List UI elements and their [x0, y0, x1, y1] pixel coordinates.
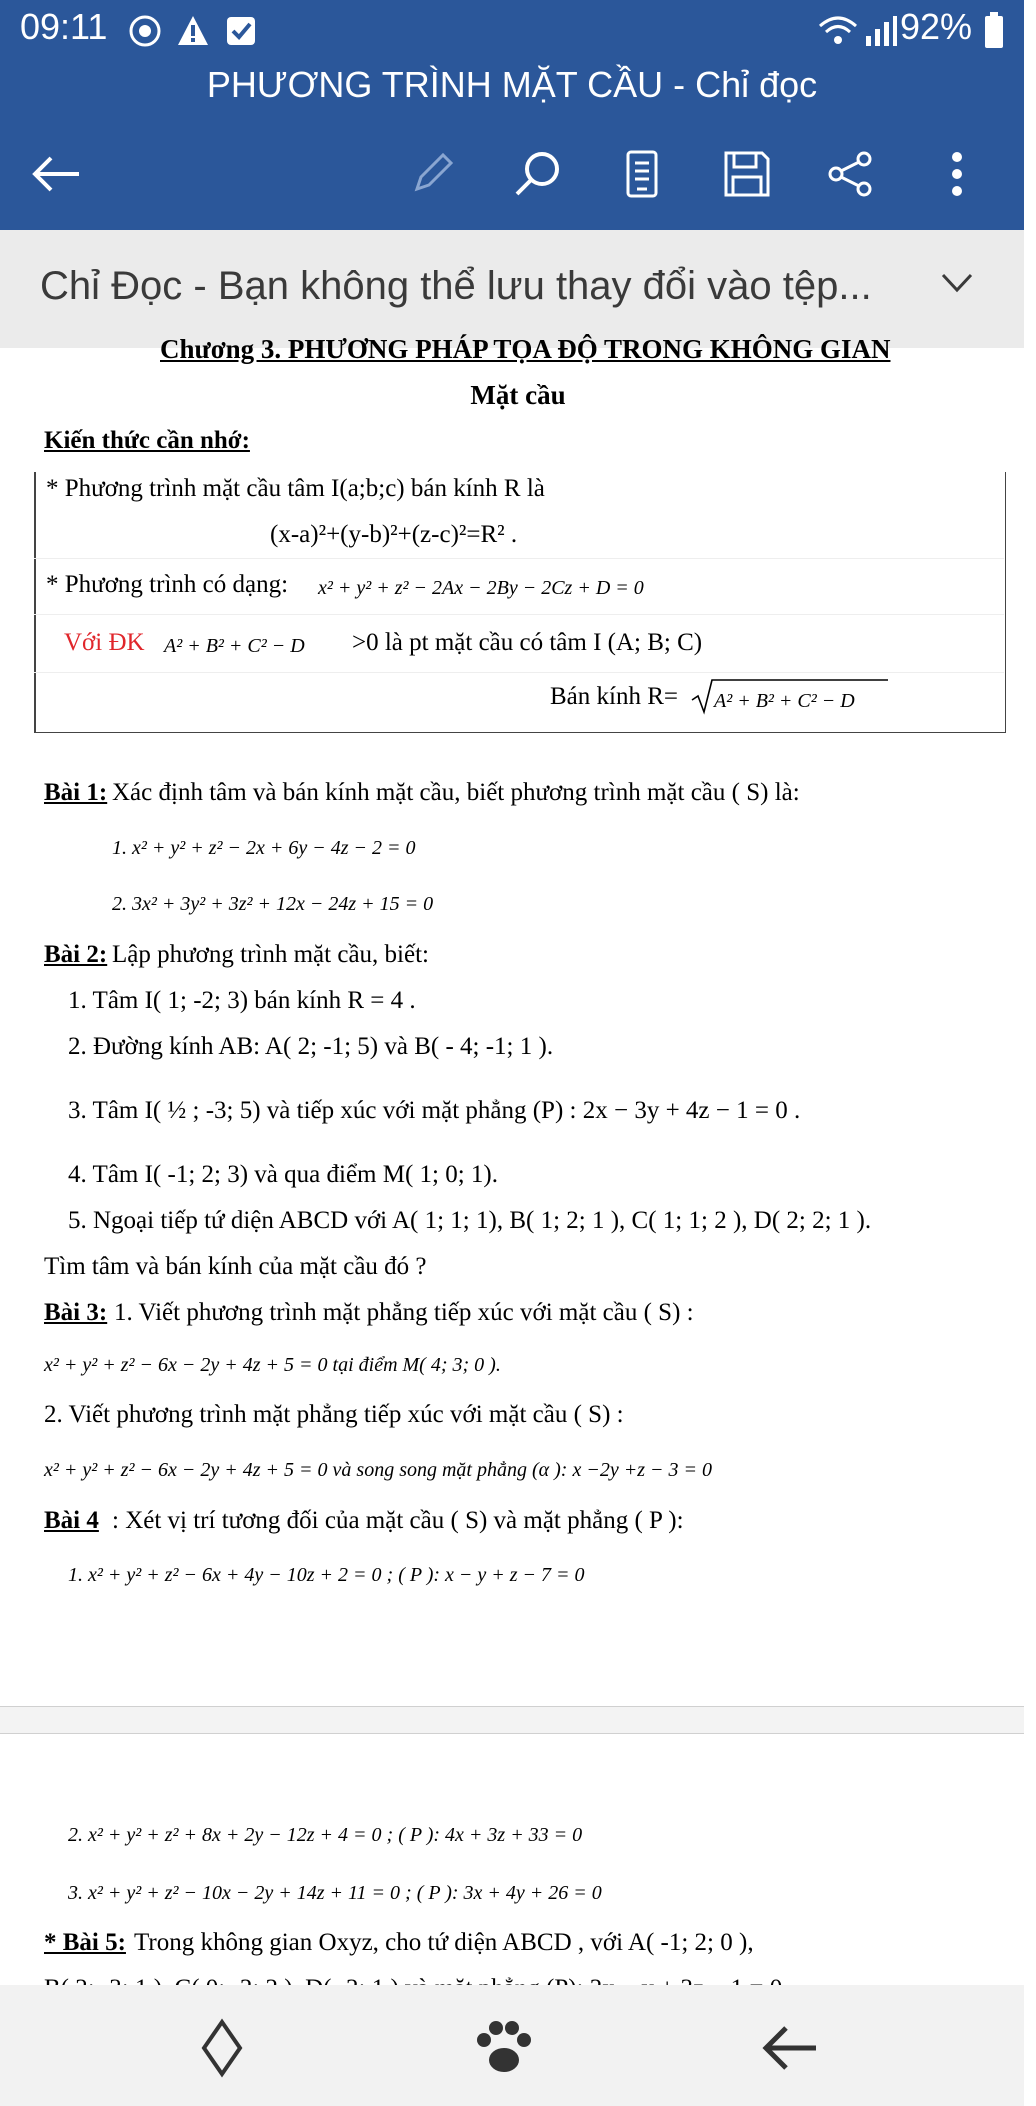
knowledge-equation-1: (x-a)²+(y-b)²+(z-c)²=R² . — [270, 521, 518, 548]
nav-back-icon[interactable] — [760, 2018, 820, 2078]
battery-icon — [984, 12, 1004, 48]
status-bar — [0, 0, 1024, 62]
exercise-4-item: 1. x² + y² + z² − 6x + 4y − 10z + 2 = 0 ; ( P ): x − y + z − 7 = 0 — [68, 1564, 585, 1586]
exercise-5-text: Trong không gian Oxyz, cho tứ diện ABCD , với A( -1; 2; 0 ), — [134, 1929, 754, 1956]
row-divider — [34, 672, 1004, 673]
exercise-1-item: 1. x² + y² + z² − 2x + 6y − 4z − 2 = 0 — [112, 837, 416, 859]
sync-icon — [128, 14, 162, 48]
share-button[interactable] — [818, 142, 882, 206]
exercise-2-footer: Tìm tâm và bán kính của mặt cầu đó ? — [44, 1253, 427, 1280]
pencil-icon — [409, 151, 455, 197]
radius-label: Bán kính R= — [550, 683, 678, 710]
knowledge-line-2: * Phương trình có dạng: — [46, 571, 289, 598]
exercise-4-label: Bài 4 — [44, 1507, 99, 1534]
exercise-4-text: : Xét vị trí tương đối của mặt cầu ( S) và mặt phẳng ( P ): — [112, 1507, 684, 1534]
exercise-2-label: Bài 2: — [44, 941, 108, 968]
status-time: 09:11 — [20, 6, 108, 47]
home-paw-icon[interactable] — [474, 2018, 534, 2078]
exercise-1-text: Xác định tâm và bán kính mặt cầu, biết phương trình mặt cầu ( S) là: — [112, 779, 800, 806]
document-title: PHƯƠNG TRÌNH MẶT CẦU - Chỉ đọc — [206, 64, 818, 105]
exercise-2-item: 1. Tâm I( 1; -2; 3) bán kính R = 4 . — [68, 987, 416, 1014]
exercise-3-part-2: 2. Viết phương trình mặt phẳng tiếp xúc với mặt cầu ( S) : — [44, 1401, 624, 1428]
exercise-3-text: 1. Viết phương trình mặt phẳng tiếp xúc với mặt cầu ( S) : — [114, 1299, 694, 1326]
read-only-banner[interactable] — [0, 230, 1024, 348]
more-vertical-icon — [951, 151, 963, 197]
more-options-button[interactable] — [925, 142, 989, 206]
knowledge-line-1: * Phương trình mặt cầu tâm I(a;b;c) bán kính R là — [46, 475, 545, 502]
read-only-message: Chỉ Đọc - Bạn không thể lưu thay đổi vào tệp... — [40, 264, 872, 308]
arrow-left-icon — [31, 154, 81, 194]
search-icon — [512, 149, 562, 199]
exercise-1-item: 2. 3x² + 3y² + 3z² + 12x − 24z + 15 = 0 — [112, 893, 434, 915]
warning-icon — [176, 14, 210, 48]
exercise-1-label: Bài 1: — [44, 779, 108, 806]
exercise-2-item: 2. Đường kính AB: A( 2; -1; 5) và B( - 4; -1; 1 ). — [68, 1033, 554, 1060]
condition-label: Với ĐK — [64, 629, 145, 656]
check-box-icon — [224, 14, 258, 48]
exercise-5-label: * Bài 5: — [44, 1929, 126, 1956]
chapter-heading: Chương 3. PHƯƠNG PHÁP TỌA ĐỘ TRONG KHÔNG GIAN — [160, 334, 891, 364]
battery-percent: 92% — [899, 6, 972, 47]
exercise-2-item: 3. Tâm I( ½ ; -3; 5) và tiếp xúc với mặt phẳng (P) : 2x − 3y + 4z − 1 = 0 . — [68, 1097, 801, 1124]
condition-text: >0 là pt mặt cầu có tâm I (A; B; C) — [352, 629, 703, 656]
search-button[interactable] — [505, 142, 569, 206]
chapter-heading-clip — [0, 334, 1024, 370]
exercise-3-equation: x² + y² + z² − 6x − 2y + 4z + 5 = 0 tại điểm M( 4; 3; 0 ). — [44, 1354, 501, 1376]
edit-button[interactable] — [400, 142, 464, 206]
knowledge-equation-2: x² + y² + z² − 2Ax − 2By − 2Cz + D = 0 — [318, 577, 644, 599]
back-button[interactable] — [24, 142, 88, 206]
exercise-2-item: 5. Ngoại tiếp tứ diện ABCD với A( 1; 1; 1), B( 1; 2; 1 ), C( 1; 1; 2 ), D( 2; 2; 1 ). — [68, 1207, 872, 1234]
wifi-icon — [818, 14, 858, 48]
save-icon — [722, 149, 772, 199]
read-mode-button[interactable] — [610, 142, 674, 206]
exercise-3-label: Bài 3: — [44, 1299, 108, 1326]
recent-apps-icon[interactable] — [192, 2018, 252, 2078]
mobile-view-icon — [625, 149, 659, 199]
exercise-3-equation: x² + y² + z² − 6x − 2y + 4z + 5 = 0 và song song mặt phẳng (α ): x −2y +z − 3 = 0 — [44, 1459, 712, 1481]
knowledge-heading: Kiến thức cần nhớ: — [44, 427, 250, 454]
row-divider — [34, 614, 1004, 615]
exercise-4-item: 2. x² + y² + z² + 8x + 2y − 12z + 4 = 0 ; ( P ): 4x + 3z + 33 = 0 — [68, 1824, 583, 1846]
exercise-4-item: 3. x² + y² + z² − 10x − 2y + 14z + 11 = 0 ; ( P ): 3x + 4y + 26 = 0 — [68, 1882, 602, 1904]
signal-icon — [864, 14, 898, 48]
chevron-down-icon[interactable] — [940, 272, 974, 294]
page-title: Mặt cầu — [470, 380, 566, 410]
share-icon — [826, 150, 874, 198]
exercise-2-text: Lập phương trình mặt cầu, biết: — [112, 941, 429, 968]
exercise-2-item: 4. Tâm I( -1; 2; 3) và qua điểm M( 1; 0; 1). — [68, 1161, 499, 1188]
page-break — [0, 1706, 1024, 1734]
condition-expression: A² + B² + C² − D — [164, 635, 305, 657]
save-button[interactable] — [715, 142, 779, 206]
app-bar — [0, 0, 1024, 230]
row-divider — [34, 558, 1004, 559]
radius-expression: A² + B² + C² − D — [714, 690, 855, 712]
